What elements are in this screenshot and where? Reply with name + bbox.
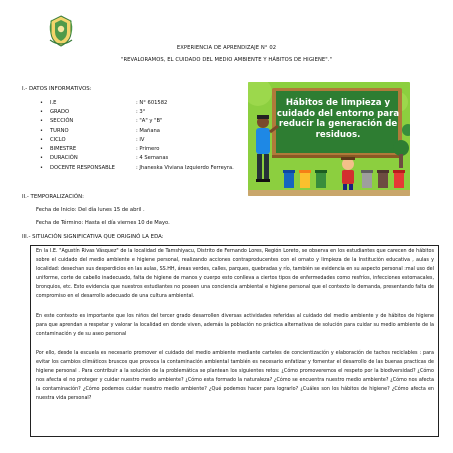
bullet-icon: • [40, 155, 43, 162]
info-row [40, 98, 234, 107]
info-row [40, 107, 234, 116]
banner-title: Hábitos de limpieza y cuidado del entorno para reducir la generación de residuos. [276, 98, 400, 140]
info-value: : Jhaneska Viviana Izquierdo Ferreyra. [136, 164, 234, 171]
info-row [40, 144, 234, 153]
info-row [40, 163, 234, 172]
school-crest-logo [48, 14, 74, 48]
info-label: I.E [50, 99, 57, 106]
document-subtitle: "REVALORAMOS, EL CUIDADO DEL MEDIO AMBIENTE Y HÁBITOS DE HIGIENE"." [120, 57, 333, 63]
situation-paragraph: En la I.E. "Agustín Rivas Vásquez" de la localidad de Tamshiyacu, Distrito de Fernando Lores, Región Loreto, se observa en los estudiantes que carecen de hábitos sobre el cuidado del medio ambiente e higiene personal, realizando acciones contraproducentes con el ornato y limpieza de la Institución educativa , aulas y localidad: desechan sus desperdicios en las aulas, SS.HH, áreas verdes, calles, parques, quebradas y río, también se evidencia en su aspecto personal :mal uso del uniforme, corte de cabello inadecuado, falta de higiene de manos y cuerpo esto conlleva a ciertos tipos de enfermedades como resfríos, infecciones estomacales, bronquios, etc. Esto evidencia que nuestros estudiantes no poseen una conciencia ambiental e higiene personal que el contexto lo demanda, presentando falta de compromiso en el desarrollo adecuado de una cultura ambiental. [36, 248, 434, 299]
situation-paragraph: En este contexto es importante que los niños del tercer grado desarrollen diversas actividades referidas al cuidado del medio ambiente y de hábitos de higiene para que aprendan a respetar y valorar la localidad en donde viven, además la población no práctica alternativas de solución para cuidar su medio ambiente de la contaminación y de su aseo personal [36, 313, 434, 337]
info-row [40, 126, 234, 135]
section-heading-datos: I.- DATOS INFORMATIVOS: [22, 86, 92, 92]
info-label: BIMESTRE [50, 146, 77, 153]
end-date: Fecha de Término: Hasta el día viernes 10 de Mayo. [36, 220, 170, 226]
section-heading-temporalizacion: II.- TEMPORALIZACIÓN: [22, 194, 84, 200]
info-value: : IV [136, 136, 145, 143]
info-label: DURACIÓN [50, 155, 78, 162]
info-row [40, 154, 234, 163]
info-value: : "A" y "B" [136, 118, 163, 125]
info-value: : 4 Semanas [136, 155, 169, 162]
info-value: : Primero [136, 146, 160, 153]
document-title: EXPERIENCIA DE APRENDIZAJE N° 02 [176, 45, 277, 51]
bullet-icon: • [40, 136, 43, 143]
bullet-icon: • [40, 164, 43, 171]
bullet-icon: • [40, 108, 43, 115]
info-label: GRADO [50, 108, 70, 115]
info-row [40, 135, 234, 144]
info-value: : 3° [136, 108, 146, 115]
bullet-icon: • [40, 99, 43, 106]
info-label: CICLO [50, 136, 66, 143]
info-label: SECCIÓN [50, 118, 74, 125]
situation-paragraph: Por ello, desde la escuela es necesario promover el cuidado del medio ambiente mediante carteles de concientización y elaboración de tachos reciclables : para evitar los cambios climáticos bruscos que provoca la contaminación ambiental también es necesario enfatizar y fomentar el desarrollo de las buenas practicas de higiene personal . Para contribuir a la solución de la problemática se plantean los siguientes retos: ¿Cómo promoveremos el respeto por la biodiversidad? ¿Cómo nos afecta el no proteger y cuidar nuestro medio ambiente? ¿Cómo esta formado la naturaleza? ¿Cómo se encuentra nuestro medio ambiente? ¿Cómo nos afecta la contaminación? ¿Cómo podemos cuidar nuestro medio ambiente? ¿Qué podemos hacer para lograrlo? ¿Cuáles son los hábitos de higiene? ¿Cómo afecta en nuestra vida personal? [36, 350, 434, 401]
start-date: Fecha de Inicio: Del día lunes 15 de abril . [36, 207, 145, 213]
info-list [40, 98, 234, 172]
bullet-icon: • [40, 146, 43, 153]
bullet-icon: • [40, 127, 43, 134]
info-label: DOCENTE RESPONSABLE [50, 164, 115, 171]
bullet-icon: • [40, 118, 43, 125]
section-heading-situacion: III.- SITUACIÓN SIGNIFICATIVA QUE ORIGINÓ LA EDA: [22, 234, 164, 240]
info-value: : Mañana [136, 127, 160, 134]
info-label: TURNO [50, 127, 69, 134]
info-value: : N° 601582 [136, 99, 168, 106]
info-row [40, 117, 234, 126]
